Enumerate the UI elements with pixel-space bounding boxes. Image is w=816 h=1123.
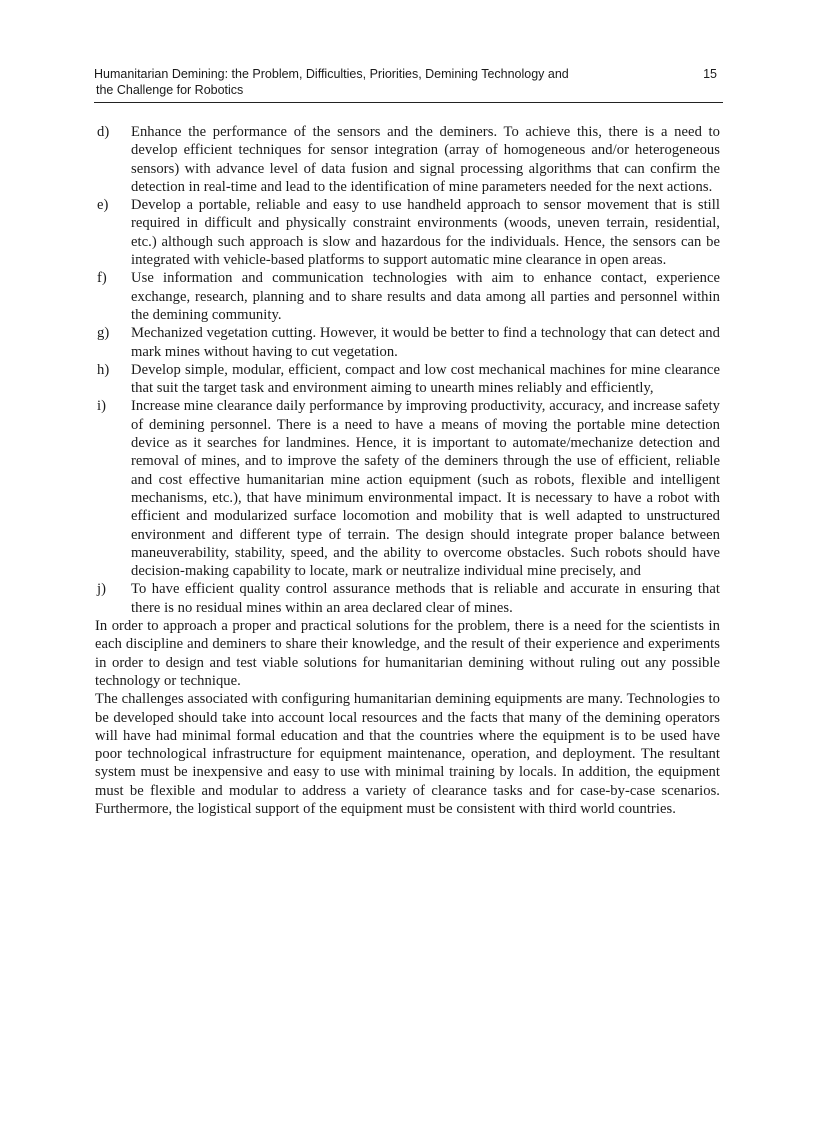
list-item — [95, 324, 720, 361]
header-title-line-1: Humanitarian Demining: the Problem, Difficulties, Priorities, Demining Technology and — [94, 67, 569, 81]
list-item-text: Develop a portable, reliable and easy to use handheld approach to sensor movement that is still required in difficult and physically constraint environments (woods, uneven terrain, residential, etc.) although such approach is slow and hazardous for the individuals. Hence, the sensors can be integrated with vehicle-based platforms to support automatic mine clearance in open areas. — [131, 197, 720, 269]
paragraph: In order to approach a proper and practical solutions for the problem, there is a need for the scientists in each discipline and deminers to share their knowledge, and the result of their experience and experiments in order to design and test viable solutions for humanitarian demining without ruling out any possible technology or technique. — [95, 618, 720, 689]
list-marker: e) — [97, 197, 109, 214]
page-number: 15 — [703, 67, 717, 81]
running-header — [94, 66, 723, 103]
list-item — [95, 580, 720, 617]
running-header-title — [94, 66, 654, 98]
list-item-text: Mechanized vegetation cutting. However, it would be better to find a technology that can detect and mark mines without having to cut vegetation. — [131, 325, 720, 360]
list-item — [95, 397, 720, 580]
paragraph: The challenges associated with configuring humanitarian demining equipments are many. Technologies to be developed should take into account local resources and the facts that many of the demining operators will have had minimal formal education and that the countries where the equipment is to be used have poor technological infrastructure for equipment maintenance, operation, and deployment. The resultant system must be inexpensive and easy to use with minimal training by locals. In addition, the equipment must be flexible and modular to address a variety of clearance tasks and for case-by-case scenarios. Furthermore, the logistical support of the equipment must be consistent with third world countries. — [95, 691, 720, 817]
body-text — [95, 123, 720, 818]
list-item-text: Use information and communication technologies with aim to enhance contact, experience exchange, research, planning and to share results and data among all parties and personnel within the demining community. — [131, 270, 720, 323]
list-marker: i) — [97, 398, 107, 415]
list-marker: f) — [97, 270, 107, 287]
header-title-line-2: the Challenge for Robotics — [96, 83, 244, 97]
list-item-text: Enhance the performance of the sensors and the deminers. To achieve this, there is a need to develop efficient techniques for sensor integration (array of homogeneous and/or heterogeneous sensors) with advance level of data fusion and signal processing algorithms that can confirm the detection in real-time and lead to the identification of mine parameters needed for the next actions. — [131, 124, 720, 195]
priority-list — [95, 123, 720, 617]
list-item — [95, 269, 720, 324]
list-marker: h) — [97, 361, 110, 378]
list-item-text: Develop simple, modular, efficient, compact and low cost mechanical machines for mine clearance that suit the target task and environment aiming to unearth mines reliably and efficiently, — [131, 361, 720, 397]
list-marker: j) — [97, 581, 107, 598]
list-marker: d) — [97, 124, 110, 140]
list-item-text: Increase mine clearance daily performance by improving productivity, accuracy, and increase safety of demining personnel. There is a need to have a means of moving the portable mine detection device as it searches for landmines. Hence, it is important to automate/mechanize detection and removal of mines, and to improve the safety of the deminers through the use of efficient, reliable and cost effective humanitarian mine action equipment (such as robots, flexible and intelligent mechanisms, etc.), that have minimum environmental impact. It is necessary to have a robot with efficient and modularized surface locomotion and mobility that is well adapted to unstructured environment and different type of terrain. The design should integrate proper balance between maneuverability, stability, speed, and the ability to overcome obstacles. Such robots should have decision-making capability to locate, mark or neutralize individual mine precisely, and — [131, 398, 720, 580]
list-item — [95, 361, 720, 398]
list-marker: g) — [97, 325, 110, 342]
list-item — [95, 123, 720, 196]
list-item-text: To have efficient quality control assurance methods that is reliable and accurate in ensuring that there is no residual mines within an area declared clear of mines. — [131, 581, 720, 616]
list-item — [95, 196, 720, 269]
